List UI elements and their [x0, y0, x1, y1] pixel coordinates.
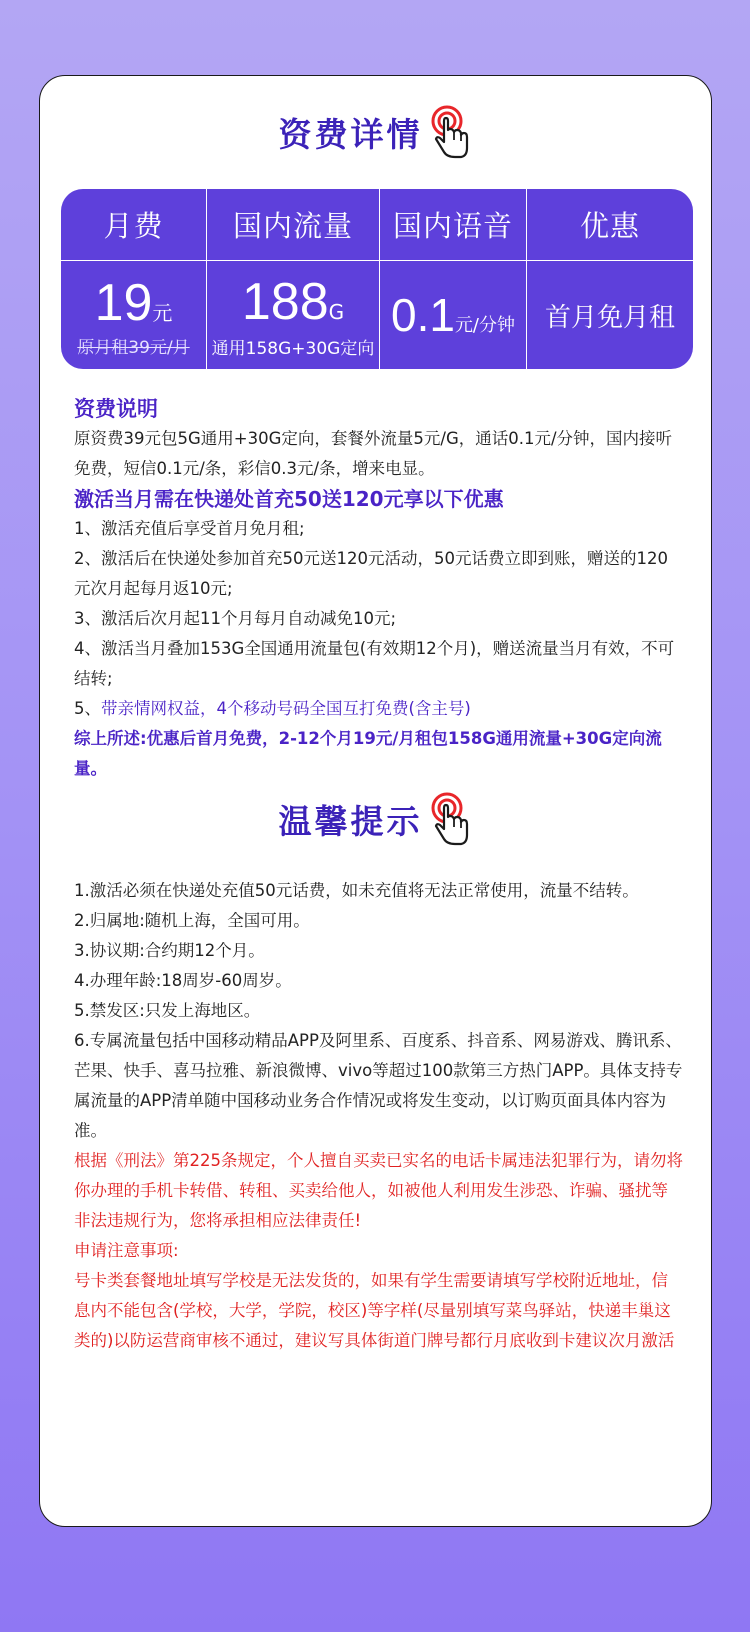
tariff-table — [61, 189, 693, 369]
notice-text: 号卡类套餐地址填写学校是无法发货的，如果有学生需要请填写学校附近地址，信息内不能包含(学校，大学，学院，校区)等字样(尽量别填写菜鸟驿站，快递丰巢这类的)以防运营商审核不通过，建议写具体街道门牌号都行月底收到卡建议次月激活 — [74, 1271, 675, 1350]
list-item: 1.激活必须在快递处充值50元话费，如未充值将无法正常使用，流量不结转。 — [74, 881, 639, 900]
list-item: 3、激活后次月起11个月每月自动减免10元; — [74, 609, 397, 628]
law-warning: 根据《刑法》第225条规定，个人擅自买卖已实名的电话卡属违法犯罪行为，请勿将你办理的手机卡转借、转租、买卖给他人，如被他人利用发生涉恐、诈骗、骚扰等非法违规行为，您将承担相应法律责任! — [74, 1151, 683, 1230]
section-title-tips — [40, 791, 711, 847]
item5-text: 带亲情网权益，4个移动号码全国互打免费(含主号) — [101, 699, 471, 718]
fee-original-price: 原月租39元/月 — [77, 337, 190, 358]
section-title-tariff — [40, 104, 711, 160]
main-card — [39, 75, 712, 1527]
cell-monthly-fee — [61, 261, 207, 369]
list-item: 1、激活充值后享受首月免月租; — [74, 519, 305, 538]
fee-value: 19 — [94, 273, 153, 332]
header-domestic-voice: 国内语音 — [380, 189, 527, 261]
hand-pointer-icon — [429, 791, 473, 847]
tips-section — [74, 876, 684, 1356]
voice-unit: 元/分钟 — [454, 315, 516, 336]
tariff-description — [74, 394, 684, 784]
data-unit: G — [328, 299, 345, 324]
data-sub: 通用158G+30G定向 — [211, 338, 375, 359]
tariff-title-text: 资费详情 — [278, 114, 423, 154]
promo-title: 激活当月需在快递处首充50送120元享以下优惠 — [74, 487, 504, 511]
notice-title: 申请注意事项: — [74, 1241, 179, 1260]
promo-text: 首月免月租 — [544, 302, 675, 333]
list-item — [74, 694, 684, 724]
desc-title: 资费说明 — [74, 397, 158, 421]
cell-domestic-data — [207, 261, 380, 369]
tips-title-text: 温馨提示 — [278, 801, 423, 841]
fee-unit: 元 — [152, 300, 173, 325]
voice-value: 0.1 — [390, 289, 455, 341]
list-item: 4.办理年龄:18周岁-60周岁。 — [74, 971, 292, 990]
data-value: 188 — [241, 272, 329, 331]
cell-domestic-voice — [380, 261, 527, 369]
header-monthly-fee: 月费 — [61, 189, 207, 261]
list-item: 3.协议期:合约期12个月。 — [74, 941, 265, 960]
hand-pointer-icon — [429, 104, 473, 160]
list-item: 2、激活后在快递处参加首充50元送120元活动，50元话费立即到账，赠送的120元次月起每月返10元; — [74, 549, 668, 598]
header-domestic-data: 国内流量 — [207, 189, 380, 261]
list-item: 5.禁发区:只发上海地区。 — [74, 1001, 261, 1020]
cell-promo — [527, 261, 693, 369]
list-item: 4、激活当月叠加153G全国通用流量包(有效期12个月)，赠送流量当月有效，不可结转; — [74, 639, 675, 688]
list-item: 2.归属地:随机上海，全国可用。 — [74, 911, 310, 930]
list-item: 6.专属流量包括中国移动精品APP及阿里系、百度系、抖音系、网易游戏、腾讯系、芒果、快手、喜马拉雅、新浪微博、vivo等超过100款第三方热门APP。具体支持专属流量的APP清单随中国移动业务合作情况或将发生变动，以订购页面具体内容为准。 — [74, 1031, 683, 1140]
item5-prefix: 5、 — [74, 699, 101, 718]
summary-text: 综上所述:优惠后首月免费，2-12个月19元/月租包158G通用流量+30G定向流量。 — [74, 729, 662, 778]
header-promo: 优惠 — [527, 189, 693, 261]
desc-text: 原资费39元包5G通用+30G定向，套餐外流量5元/G，通话0.1元/分钟，国内接听免费，短信0.1元/条，彩信0.3元/条，增来电显。 — [74, 429, 673, 478]
